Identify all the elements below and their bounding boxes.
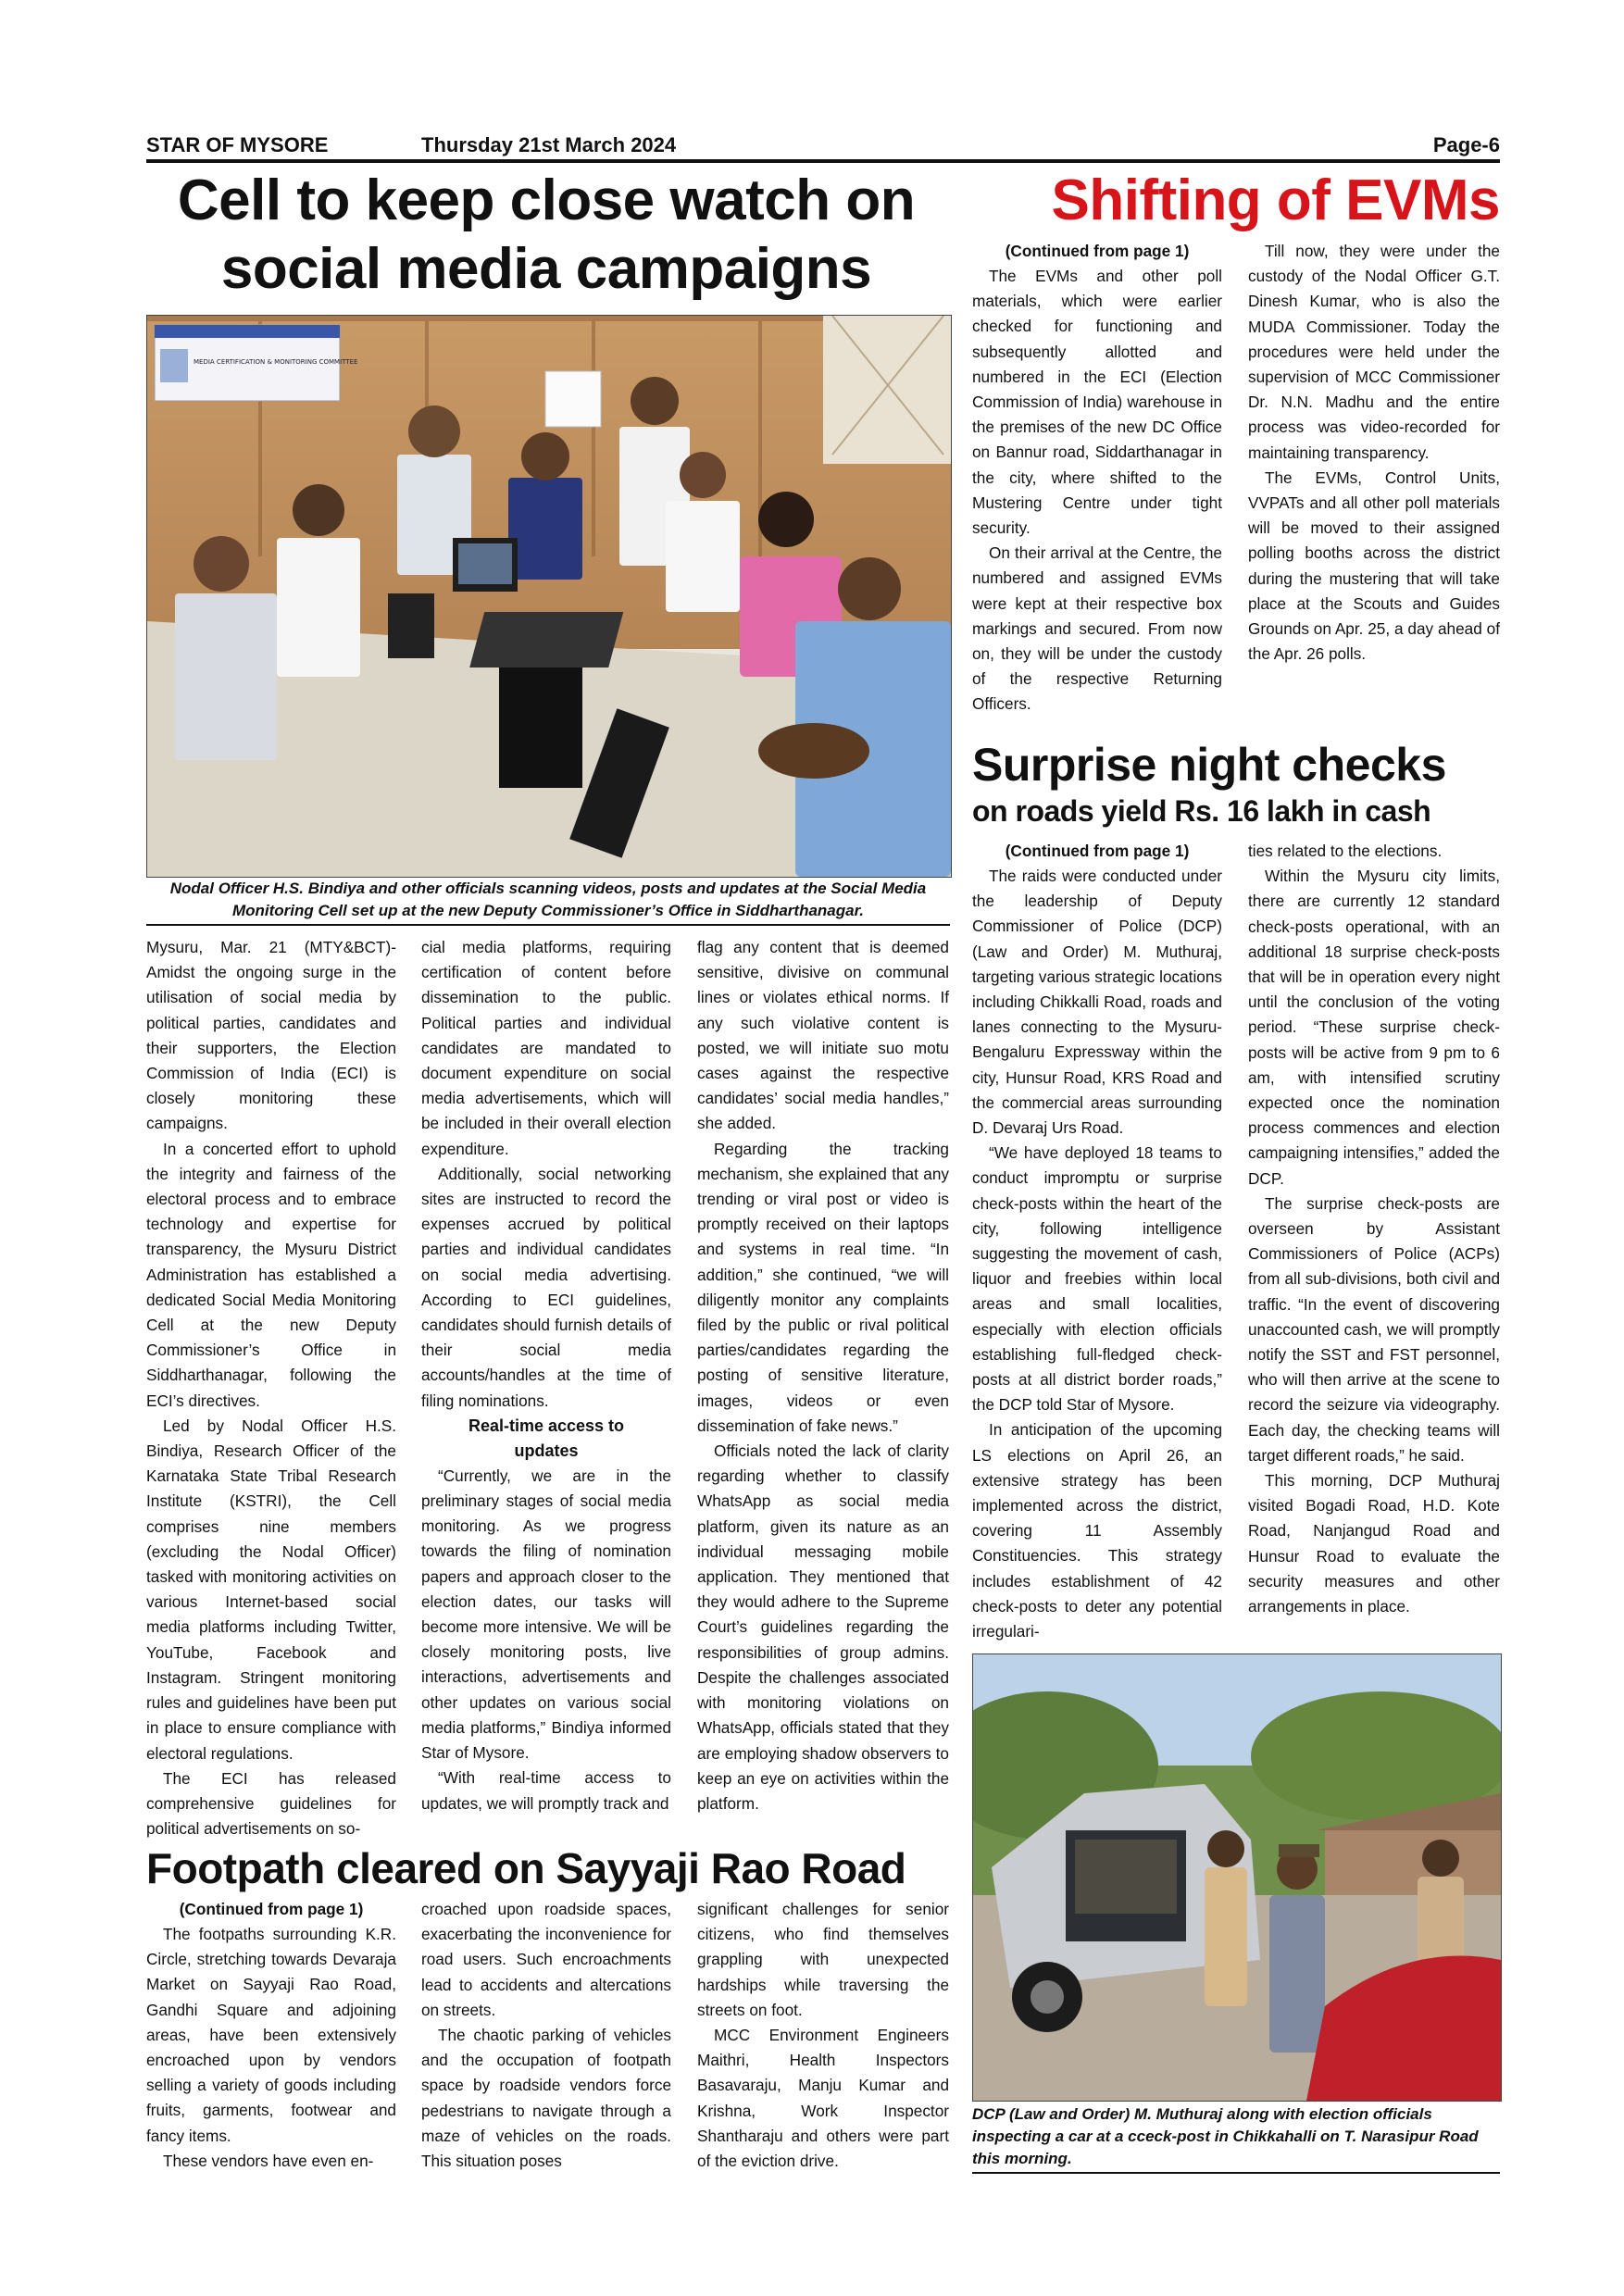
surprise-paragraph: ties related to the elections. xyxy=(1248,842,1443,860)
footpath-paragraph: The chaotic parking of vehicles and the occupation of footpath space by roadside vendors force pedestrians to navigate through a maze of vehicles on the roads. This situation poses xyxy=(421,2026,671,2171)
cell-column-1 xyxy=(146,935,396,1841)
surprise-paragraph: In anticipation of the upcoming LS elections on April 26, an extensive strategy has been implemented across the district, covering 11 Assembly Constituencies. This strategy includes establishment of 42 check-posts to deter any potential irregulari- xyxy=(972,1420,1222,1641)
surprise-subheadline: on roads yield Rs. 16 lakh in cash xyxy=(972,794,1431,828)
evm-paragraph: Till now, they were under the custody of the Nodal Officer G.T. Dinesh Kumar, who is also the MUDA Commissioner. Today the procedures were held under the supervision of MCC Commissioner Dr. N.N. Madhu and the entire process was video-recorded for maintaining transparency. xyxy=(1248,242,1500,462)
page-number: Page-6 xyxy=(1432,133,1500,156)
surprise-paragraph: This morning, DCP Muthuraj visited Bogadi Road, H.D. Kote Road, Nanjangud Road and Hunsur Road to evaluate the security measures and other arrangements in place. xyxy=(1248,1471,1500,1616)
cell-paragraph: In a concerted effort to uphold the integrity and fairness of the electoral process and to embrace technology and expertise for transparency, the Mysuru District Administration has established a dedicated Social Media Monitoring Cell at the new Deputy Commissioner’s Office in Siddharthanagar, following the ECI’s directives. xyxy=(146,1139,396,1410)
surprise-headline: Surprise night checks xyxy=(972,739,1446,791)
cell-subhead: Real-time access to updates xyxy=(468,1416,625,1460)
footpath-paragraph: These vendors have even en- xyxy=(163,2151,374,2170)
evm-column-1 xyxy=(972,264,1222,718)
masthead xyxy=(146,130,1500,161)
evm-headline: Shifting of EVMs xyxy=(1051,168,1500,232)
cell-photo-caption: Nodal Officer H.S. Bindiya and other officials scanning videos, posts and updates at the Social Media Monitoring Cell set up at the new Deputy Commissioner’s Office in Siddharthanagar. xyxy=(169,880,927,919)
cell-paragraph: The ECI has released comprehensive guidelines for political advertisements on so- xyxy=(146,1768,396,1839)
evm-paragraph: On their arrival at the Centre, the numbered and assigned EVMs were kept at their respective box markings and secured. From now on, they will be under the custody of the respective Returning Officers. xyxy=(972,543,1222,714)
checkpost-caption-rule xyxy=(972,2172,1500,2174)
surprise-column-1 xyxy=(972,864,1222,1644)
evm-paragraph: The EVMs, Control Units, VVPATs and all other poll materials will be moved to their assigned polling booths across the district during the mustering that will take place at the Scouts and Guides Grounds on Apr. 25, a day ahead of the Apr. 26 polls. xyxy=(1248,468,1500,664)
cell-paragraph: Led by Nodal Officer H.S. Bindiya, Research Officer of the Karnataka State Tribal Research Institute (KSTRI), the Cell comprises nine members (excluding the Nodal Officer) tasked with monitoring activities on various Internet-based social media platforms including Twitter, YouTube, Facebook and Instagram. Stringent monitoring rules and guidelines have been put in place to ensure compliance with electoral regulations. xyxy=(146,1416,396,1763)
cell-paragraph: Regarding the tracking mechanism, she explained that any trending or viral post or video is promptly received on their laptops and systems in real time. “In addition,” she continued, “we will diligently monitor any complaints filed by the public or rival political parties/candidates regarding the posting of sensitive literature, images, videos or even dissemination of fake news.” xyxy=(697,1139,949,1435)
cell-paragraph: cial media platforms, requiring certification of content before dissemination to the public. Political parties and individual candidates are mandated to document expenditure on social media advertisements, which will be included in their overall election expenditure. xyxy=(421,938,671,1158)
issue-date: Thursday 21st March 2024 xyxy=(421,133,677,156)
cell-paragraph: Mysuru, Mar. 21 (MTY&BCT)- Amidst the ongoing surge in the utilisation of social media by political parties, candidates and their supporters, the Election Commission of India (ECI) is closely monitoring these campaigns. xyxy=(146,938,396,1133)
footpath-headline: Footpath cleared on Sayyaji Rao Road xyxy=(146,1844,906,1892)
cell-paragraph: “Currently, we are in the preliminary stages of social media monitoring. As we progress towards the filing of nomination papers and approach closer to the election dates, our tasks will become more intensive. We will be closely monitoring posts, live interactions, advertisements and other updates on various social media platforms,” Bindiya informed Star of Mysore. xyxy=(421,1466,671,1763)
evm-continued-label: (Continued from page 1) xyxy=(1005,242,1190,260)
checkpost-scene-image xyxy=(973,1654,1501,2101)
evm-column-2 xyxy=(1248,239,1500,667)
footpath-column-1 xyxy=(146,1922,396,2174)
surprise-paragraph: “We have deployed 18 teams to conduct impromptu or surprise check-posts within the heart of the city, following intelligence suggesting the movement of cash, liquor and freebies within local areas and small localities, especially with election officials establishing full-fledged check-posts at all district border roads,” the DCP told Star of Mysore. xyxy=(972,1143,1222,1415)
cell-column-2 xyxy=(421,935,671,1816)
cell-photo xyxy=(146,315,952,878)
cell-headline xyxy=(139,167,954,304)
evm-paragraph: The EVMs and other poll materials, which were earlier checked for functioning and subsequently allotted and numbered in the ECI (Election Commission of India) warehouse in the premises of the new DC Office on Bannur road, Siddarthanagar in the city, where shifted to the Mustering Centre under tight security. xyxy=(972,267,1222,538)
paper-name: STAR OF MYSORE xyxy=(146,133,329,156)
surprise-paragraph: The surprise check-posts are overseen by Assistant Commissioners of Police (ACPs) from all sub-divisions, both civil and traffic. “In the event of discovering unaccounted cash, we will promptly notify the SST and FST personnel, who will then arrive at the scene to record the seizure via videography. Each day, the checking teams will target different roads,” he said. xyxy=(1248,1193,1500,1465)
checkpost-photo xyxy=(972,1653,1502,2102)
footpath-paragraph: significant challenges for senior citizens, who find themselves grappling with unexpected hardships while traversing the streets on foot. xyxy=(697,1900,949,2019)
surprise-continued-label: (Continued from page 1) xyxy=(1005,842,1190,860)
office-scene-image xyxy=(147,316,951,877)
surprise-paragraph: The raids were conducted under the leadership of Deputy Commissioner of Police (DCP) (Law and Order) M. Muthuraj, targeting various strategic locations including Chikkalli Road, roads and lanes connecting to the Mysuru-Bengaluru Expressway within the city, Hunsur Road, KRS Road and the commercial areas surrounding D. Devaraj Urs Road. xyxy=(972,867,1222,1138)
cell-caption-rule xyxy=(146,924,950,926)
cell-paragraph: “With real-time access to updates, we will promptly track and xyxy=(421,1768,671,1813)
footpath-column-2 xyxy=(421,1897,671,2174)
cell-headline-line1: Cell to keep close watch on xyxy=(177,168,916,232)
photo-banner-text: MEDIA CERTIFICATION & MONITORING COMMITTEE xyxy=(194,358,358,366)
footpath-paragraph: The footpaths surrounding K.R. Circle, stretching towards Devaraja Market on Sayyaji Rao Road, Gandhi Square and adjoining areas, have been extensively encroached upon by vendors selling a variety of goods including fruits, garments, footwear and fancy items. xyxy=(146,1925,396,2145)
checkpost-photo-caption: DCP (Law and Order) M. Muthuraj along with election officials inspecting a car at a cceck-post in Chikkahalli on T. Narasipur Road this morning. xyxy=(972,2105,1479,2167)
cell-headline-line2: social media campaigns xyxy=(220,237,872,301)
cell-paragraph: flag any content that is deemed sensitive, divisive on communal lines or violates ethical norms. If any such violative content is posted, we will initiate suo motu cases against the respective candidates’ social media handles,” she added. xyxy=(697,938,949,1133)
footpath-paragraph: MCC Environment Engineers Maithri, Health Inspectors Basavaraju, Manju Kumar and Krishna, Work Inspector Shantharaju and others were part of the eviction drive. xyxy=(697,2026,949,2171)
surprise-paragraph: Within the Mysuru city limits, there are currently 12 standard check-posts operational, with an additional 18 surprise check-posts that will be in operation every night until the conclusion of the voting period. “These surprise check-posts will be active from 9 pm to 6 am, with intensified scrutiny expected once the nomination process commences and election campaigning intensifies,” added the DCP. xyxy=(1248,867,1500,1188)
surprise-column-2 xyxy=(1248,839,1500,1619)
cell-column-3 xyxy=(697,935,949,1816)
cell-paragraph: Additionally, social networking sites are instructed to record the expenses accrued by political parties and individual candidates on social media advertising. According to ECI guidelines, candidates should furnish details of their social media accounts/handles at the time of filing nominations. xyxy=(421,1164,671,1410)
masthead-rule xyxy=(146,159,1500,163)
footpath-column-3 xyxy=(697,1897,949,2174)
cell-paragraph: Officials noted the lack of clarity regarding whether to classify WhatsApp as social media platform, given its nature as an individual messaging mobile application. They mentioned that they would adhere to the Supreme Court’s guidelines regarding the responsibilities of group admins. Despite the challenges associated with monitoring violations on WhatsApp, officials stated that they are employing shadow observers to keep an eye on activities within the platform. xyxy=(697,1441,949,1813)
footpath-continued-label: (Continued from page 1) xyxy=(179,1900,364,1918)
footpath-paragraph: croached upon roadside spaces, exacerbating the inconvenience for road users. Such encroachments lead to accidents and altercations on streets. xyxy=(421,1900,671,2019)
